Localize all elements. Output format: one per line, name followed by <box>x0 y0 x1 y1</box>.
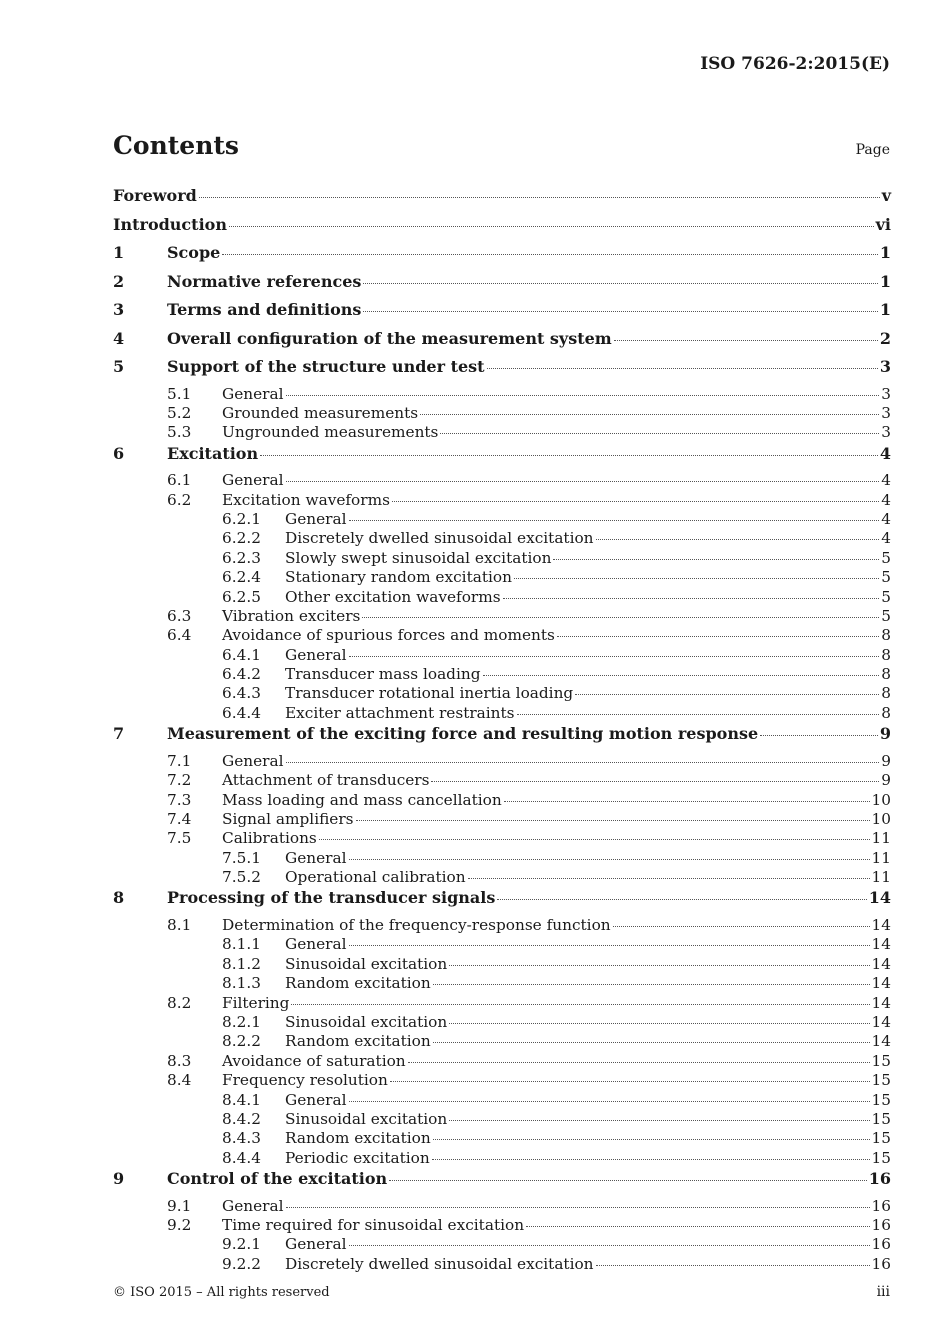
toc-entry[interactable] <box>113 994 891 1013</box>
toc-entry-title[interactable]: Discretely dwelled sinusoidal excitation <box>285 529 594 548</box>
toc-entry[interactable] <box>113 242 891 271</box>
toc-dot-leader <box>349 859 870 860</box>
toc-entry[interactable] <box>113 214 891 243</box>
toc-entry-title[interactable]: General <box>285 509 347 528</box>
toc-entry[interactable] <box>113 1110 891 1129</box>
toc-entry[interactable] <box>113 471 891 490</box>
toc-entry-number: 8.1.2 <box>222 954 261 973</box>
toc-entry-page[interactable]: 1 <box>879 271 891 291</box>
toc-entry-number: 8.4.3 <box>222 1129 261 1148</box>
toc-entry-page[interactable]: vi <box>875 214 891 234</box>
toc-entry-number: 8.1.3 <box>222 974 261 993</box>
toc-entry-number: 8.2.2 <box>222 1032 261 1051</box>
toc-dot-leader <box>392 501 879 502</box>
toc-entry-title[interactable]: General <box>285 848 347 867</box>
toc-entry-title[interactable]: Support of the structure under test <box>167 357 485 376</box>
toc-entry[interactable] <box>113 771 891 790</box>
toc-entry-number: 7.1 <box>167 751 192 770</box>
toc-entry-title[interactable]: Processing of the transducer signals <box>167 888 496 908</box>
toc-entry[interactable] <box>113 887 891 916</box>
toc-dot-leader <box>349 1101 870 1102</box>
toc-entry-page[interactable]: v <box>881 186 891 205</box>
toc-entry-number: 7.2 <box>167 771 192 790</box>
toc-entry-page[interactable]: 11 <box>871 848 891 867</box>
toc-entry[interactable] <box>113 588 891 607</box>
toc-entry-title[interactable]: Vibration exciters <box>222 606 361 625</box>
toc-entry-page[interactable]: 10 <box>871 790 891 809</box>
toc-entry-number: 8.2.1 <box>222 1012 261 1031</box>
toc-entry-title[interactable]: Measurement of the exciting force and resulting motion response <box>167 724 759 744</box>
toc-entry-page[interactable]: 15 <box>871 1071 891 1090</box>
toc-entry-page[interactable]: 4 <box>881 471 891 490</box>
toc-entry[interactable] <box>113 529 891 548</box>
toc-entry-number: 7.4 <box>167 809 192 828</box>
toc-entry-title[interactable]: Grounded measurements <box>222 403 419 422</box>
toc-entry-page[interactable]: 14 <box>871 1032 891 1051</box>
toc-entry-title[interactable]: Determination of the frequency-response function <box>222 915 611 934</box>
toc-entry-title[interactable]: General <box>222 751 284 770</box>
toc-entry-number: 9.2.1 <box>222 1235 261 1254</box>
toc-entry[interactable] <box>113 810 891 829</box>
toc-dot-leader <box>433 1139 870 1140</box>
toc-entry-page[interactable]: 8 <box>881 626 891 645</box>
toc-dot-leader <box>596 539 880 540</box>
toc-entry-title[interactable]: Transducer rotational inertia loading <box>285 684 574 703</box>
toc-entry[interactable] <box>113 1032 891 1051</box>
toc-entry-page[interactable]: 8 <box>881 703 891 722</box>
toc-entry-number: 8.2 <box>167 993 192 1012</box>
toc-entry-number: 7.5.2 <box>222 868 261 887</box>
toc-entry-title[interactable]: Filtering <box>222 993 290 1012</box>
toc-entry-number: 8.1 <box>167 915 192 934</box>
toc-entry-number: 4 <box>113 328 125 348</box>
toc-dot-leader <box>349 656 880 657</box>
toc-dot-leader <box>363 311 877 312</box>
toc-entry[interactable] <box>113 1091 891 1110</box>
toc-entry[interactable] <box>113 1129 891 1148</box>
toc-entry-page[interactable]: 16 <box>871 1254 891 1273</box>
toc-entry-page[interactable]: 5 <box>881 568 891 587</box>
toc-entry-title[interactable]: Normative references <box>167 271 362 291</box>
toc-entry-title[interactable]: Overall configuration of the measurement system <box>167 328 612 348</box>
toc-dot-leader <box>503 598 880 599</box>
toc-entry[interactable] <box>113 443 891 472</box>
toc-entry-page[interactable]: 9 <box>881 771 891 790</box>
toc-entry-page[interactable]: 4 <box>881 529 891 548</box>
toc-entry-number: 8.4.4 <box>222 1148 261 1167</box>
toc-entry-page[interactable]: 5 <box>881 606 891 625</box>
toc-dot-leader <box>286 762 880 763</box>
toc-dot-leader <box>199 197 880 198</box>
toc-entry-page[interactable]: 1 <box>879 300 891 319</box>
toc-entry[interactable] <box>113 955 891 974</box>
toc-entry-page[interactable]: 11 <box>871 829 891 848</box>
toc-entry-number: 5.3 <box>167 423 192 442</box>
toc-entry-page[interactable]: 4 <box>881 490 891 509</box>
toc-entry-page[interactable]: 5 <box>881 548 891 567</box>
toc-entry[interactable] <box>113 868 891 887</box>
toc-entry[interactable] <box>113 1013 891 1032</box>
toc-entry-page[interactable]: 2 <box>879 328 891 348</box>
toc-entry-page[interactable]: 14 <box>871 954 891 973</box>
toc-entry-number: 6.2 <box>167 490 192 509</box>
toc-entry-title[interactable]: Mass loading and mass cancellation <box>222 790 502 809</box>
toc-entry-title[interactable]: Excitation waveforms <box>222 490 390 509</box>
toc-dot-leader <box>222 254 878 255</box>
toc-dot-leader <box>433 984 870 985</box>
toc-dot-leader <box>291 1004 869 1005</box>
toc-entry-page[interactable]: 15 <box>871 1148 891 1167</box>
toc-entry-title[interactable]: Foreword <box>113 186 197 205</box>
toc-entry-number: 6.2.5 <box>222 587 261 606</box>
toc-entry-number: 8.4.1 <box>222 1090 261 1109</box>
toc-entry-page[interactable]: 3 <box>881 403 891 422</box>
toc-entry-page[interactable]: 11 <box>871 868 891 887</box>
toc-dot-leader <box>363 283 877 284</box>
toc-entry-number: 5 <box>113 357 125 376</box>
toc-entry-number: 6.2.2 <box>222 529 261 548</box>
toc-dot-leader <box>431 781 879 782</box>
toc-entry-number: 6 <box>113 443 125 463</box>
toc-entry-number: 6.3 <box>167 606 192 625</box>
copyright-notice: © ISO 2015 – All rights reserved <box>113 1285 330 1300</box>
toc-entry-number: 6.2.3 <box>222 548 261 567</box>
toc-dot-leader <box>487 368 878 369</box>
toc-dot-leader <box>408 1062 870 1063</box>
toc-entry-page[interactable]: 14 <box>868 888 891 908</box>
toc-entry[interactable] <box>113 646 891 665</box>
page-number: iii <box>876 1284 890 1300</box>
toc-entry-number: 6.2.1 <box>222 509 261 528</box>
toc-entry[interactable] <box>113 1235 891 1254</box>
toc-entry[interactable] <box>113 568 891 587</box>
toc-dot-leader <box>433 1042 870 1043</box>
toc-dot-leader <box>613 926 870 927</box>
toc-entry-page[interactable]: 16 <box>871 1215 891 1234</box>
toc-dot-leader <box>526 1226 869 1227</box>
toc-entry-number: 3 <box>113 300 125 319</box>
toc-dot-leader <box>449 1120 869 1121</box>
toc-entry-number: 5.2 <box>167 403 192 422</box>
toc-entry[interactable] <box>113 1216 891 1235</box>
toc-dot-leader <box>449 1023 869 1024</box>
toc-entry[interactable] <box>113 1149 891 1168</box>
toc-entry-number: 6.2.4 <box>222 568 261 587</box>
toc-entry[interactable] <box>113 423 891 442</box>
toc-entry-title[interactable]: Introduction <box>113 214 227 234</box>
toc-dot-leader <box>575 694 879 695</box>
toc-entry-title[interactable]: Exciter attachment restraints <box>285 703 515 722</box>
toc-entry-number: 6.4.2 <box>222 665 261 684</box>
toc-dot-leader <box>483 675 880 676</box>
toc-entry-page[interactable]: 1 <box>879 243 891 262</box>
toc-entry-title[interactable]: Attachment of transducers <box>222 771 430 790</box>
page-column-label: Page <box>855 142 890 158</box>
toc-dot-leader <box>440 433 879 434</box>
toc-entry-page[interactable]: 16 <box>871 1235 891 1254</box>
toc-entry-title[interactable]: Control of the excitation <box>167 1169 388 1189</box>
toc-entry-title[interactable]: Periodic excitation <box>285 1148 430 1167</box>
toc-entry-title[interactable]: General <box>285 1235 347 1254</box>
toc-entry-number: 8.4.2 <box>222 1109 261 1128</box>
toc-entry-title[interactable]: Random excitation <box>285 974 431 993</box>
toc-entry[interactable] <box>113 271 891 300</box>
toc-entry-page[interactable]: 9 <box>881 751 891 770</box>
toc-entry-title[interactable]: Terms and definitions <box>167 300 362 319</box>
toc-entry-number: 6.4.1 <box>222 645 261 664</box>
toc-entry[interactable] <box>113 299 891 328</box>
toc-entry-title[interactable]: Other excitation waveforms <box>285 587 501 606</box>
toc-entry-number: 5.1 <box>167 384 192 403</box>
toc-entry[interactable] <box>113 1255 891 1274</box>
toc-entry-number: 2 <box>113 271 125 291</box>
toc-entry-number: 6.1 <box>167 471 192 490</box>
toc-entry-number: 6.4 <box>167 626 192 645</box>
toc-entry[interactable] <box>113 849 891 868</box>
toc-entry-title[interactable]: Scope <box>167 243 221 262</box>
toc-entry[interactable] <box>113 752 891 771</box>
toc-entry[interactable] <box>113 491 891 510</box>
toc-entry-number: 8.3 <box>167 1051 192 1070</box>
toc-dot-leader <box>349 520 880 521</box>
toc-entry-title[interactable]: Discretely dwelled sinusoidal excitation <box>285 1254 594 1273</box>
toc-dot-leader <box>420 414 879 415</box>
toc-entry-page[interactable]: 5 <box>881 587 891 606</box>
toc-entry[interactable] <box>113 916 891 935</box>
toc-entry-title[interactable]: General <box>285 935 347 954</box>
toc-entry-title[interactable]: Sinusoidal excitation <box>285 1012 448 1031</box>
toc-entry[interactable] <box>113 935 891 954</box>
toc-entry[interactable] <box>113 385 891 404</box>
toc-entry-title[interactable]: Ungrounded measurements <box>222 423 439 442</box>
toc-entry-page[interactable]: 14 <box>871 935 891 954</box>
toc-entry-title[interactable]: General <box>285 645 347 664</box>
toc-entry-page[interactable]: 16 <box>871 1196 891 1215</box>
toc-dot-leader <box>614 340 878 341</box>
toc-entry-number: 7.3 <box>167 790 192 809</box>
toc-entry[interactable] <box>113 665 891 684</box>
toc-entry-page[interactable]: 10 <box>871 809 891 828</box>
toc-dot-leader <box>517 714 880 715</box>
toc-entry[interactable] <box>113 356 891 385</box>
toc-entry[interactable] <box>113 974 891 993</box>
toc-entry-page[interactable]: 8 <box>881 665 891 684</box>
toc-entry-page[interactable]: 8 <box>881 684 891 703</box>
toc-entry-number: 6.4.4 <box>222 703 261 722</box>
toc-entry[interactable] <box>113 607 891 626</box>
toc-dot-leader <box>319 839 870 840</box>
toc-entry-page[interactable]: 14 <box>871 974 891 993</box>
toc-dot-leader <box>432 1159 870 1160</box>
toc-entry-page[interactable]: 15 <box>871 1051 891 1070</box>
toc-entry-number: 7.5 <box>167 829 192 848</box>
toc-entry-title[interactable]: Avoidance of saturation <box>222 1051 406 1070</box>
toc-entry-number: 7 <box>113 724 125 744</box>
toc-entry-page[interactable]: 3 <box>881 384 891 403</box>
toc-entry-page[interactable]: 14 <box>871 915 891 934</box>
toc-entry-page[interactable]: 8 <box>881 645 891 664</box>
toc-entry-title[interactable]: Random excitation <box>285 1032 431 1051</box>
toc-dot-leader <box>596 1265 870 1266</box>
toc-entry[interactable] <box>113 723 891 752</box>
toc-entry-page[interactable]: 4 <box>879 443 891 463</box>
toc-entry-page[interactable]: 15 <box>871 1129 891 1148</box>
toc-entry[interactable] <box>113 704 891 723</box>
toc-entry[interactable] <box>113 1168 891 1197</box>
toc-entry-title[interactable]: Excitation <box>167 443 259 463</box>
toc-entry-number: 8.1.1 <box>222 935 261 954</box>
toc-entry-number: 8 <box>113 888 125 908</box>
document-id: ISO 7626-2:2015(E) <box>700 54 890 74</box>
toc-dot-leader <box>286 481 880 482</box>
toc-entry-page[interactable]: 15 <box>871 1090 891 1109</box>
toc-dot-leader <box>389 1180 867 1181</box>
toc-entry-title[interactable]: Sinusoidal excitation <box>285 1109 448 1128</box>
toc-dot-leader <box>449 965 869 966</box>
toc-entry-title[interactable]: Stationary random excitation <box>285 568 512 587</box>
toc-entry[interactable] <box>113 510 891 529</box>
toc-dot-leader <box>514 578 879 579</box>
toc-dot-leader <box>286 1207 870 1208</box>
toc-entry[interactable] <box>113 1071 891 1090</box>
toc-entry[interactable] <box>113 1197 891 1216</box>
toc-dot-leader <box>557 636 879 637</box>
toc-entry-page[interactable]: 15 <box>871 1109 891 1128</box>
toc-entry-title[interactable]: Sinusoidal excitation <box>285 954 448 973</box>
toc-entry-title[interactable]: General <box>222 1196 284 1215</box>
toc-dot-leader <box>497 899 866 900</box>
toc-entry-title[interactable]: Avoidance of spurious forces and moments <box>222 626 555 645</box>
toc-entry[interactable] <box>113 829 891 848</box>
toc-dot-leader <box>553 559 879 560</box>
toc-dot-leader <box>390 1081 870 1082</box>
toc-entry-title[interactable]: Slowly swept sinusoidal excitation <box>285 548 552 567</box>
toc-entry-number: 7.5.1 <box>222 848 261 867</box>
toc-dot-leader <box>229 226 874 227</box>
toc-entry-number: 9.2.2 <box>222 1254 261 1273</box>
toc-dot-leader <box>356 820 870 821</box>
toc-entry[interactable] <box>113 626 891 645</box>
toc-entry-title[interactable]: General <box>222 384 284 403</box>
toc-entry-title[interactable]: Transducer mass loading <box>285 665 481 684</box>
toc-entry-number: 9 <box>113 1169 125 1189</box>
toc-entry-page[interactable]: 9 <box>879 724 891 744</box>
toc-entry-page[interactable]: 16 <box>868 1169 891 1189</box>
toc-entry[interactable] <box>113 404 891 423</box>
toc-dot-leader <box>349 1245 870 1246</box>
toc-entry-number: 1 <box>113 243 125 262</box>
toc-entry[interactable] <box>113 1052 891 1071</box>
toc-entry[interactable] <box>113 185 891 214</box>
toc-entry-title[interactable]: Operational calibration <box>285 868 466 887</box>
toc-dot-leader <box>286 395 880 396</box>
toc-entry[interactable] <box>113 549 891 568</box>
toc-entry-title[interactable]: Signal amplifiers <box>222 809 354 828</box>
toc-entry-title[interactable]: General <box>285 1090 347 1109</box>
toc-dot-leader <box>260 455 878 456</box>
toc-dot-leader <box>468 878 870 879</box>
toc-entry-page[interactable]: 14 <box>871 993 891 1012</box>
toc-entry-number: 9.2 <box>167 1215 192 1234</box>
toc-entry-number: 9.1 <box>167 1196 192 1215</box>
toc-dot-leader <box>349 945 870 946</box>
toc-entry-page[interactable]: 3 <box>879 357 891 376</box>
toc-dot-leader <box>760 735 878 736</box>
toc-entry-title[interactable]: Frequency resolution <box>222 1071 388 1090</box>
toc-entry[interactable] <box>113 328 891 357</box>
toc-dot-leader <box>504 801 870 802</box>
toc-entry-title[interactable]: General <box>222 471 284 490</box>
toc-entry-title[interactable]: Calibrations <box>222 829 317 848</box>
toc-entry-page[interactable]: 3 <box>881 423 891 442</box>
toc-entry-number: 8.4 <box>167 1071 192 1090</box>
toc-entry-title[interactable]: Random excitation <box>285 1129 431 1148</box>
toc-entry-page[interactable]: 4 <box>881 509 891 528</box>
table-of-contents <box>113 185 891 1274</box>
toc-entry[interactable] <box>113 791 891 810</box>
toc-dot-leader <box>362 617 879 618</box>
toc-entry-title[interactable]: Time required for sinusoidal excitation <box>222 1215 525 1234</box>
toc-entry-number: 6.4.3 <box>222 684 261 703</box>
toc-entry[interactable] <box>113 684 891 703</box>
page-title: Contents <box>113 131 240 160</box>
toc-entry-page[interactable]: 14 <box>871 1012 891 1031</box>
